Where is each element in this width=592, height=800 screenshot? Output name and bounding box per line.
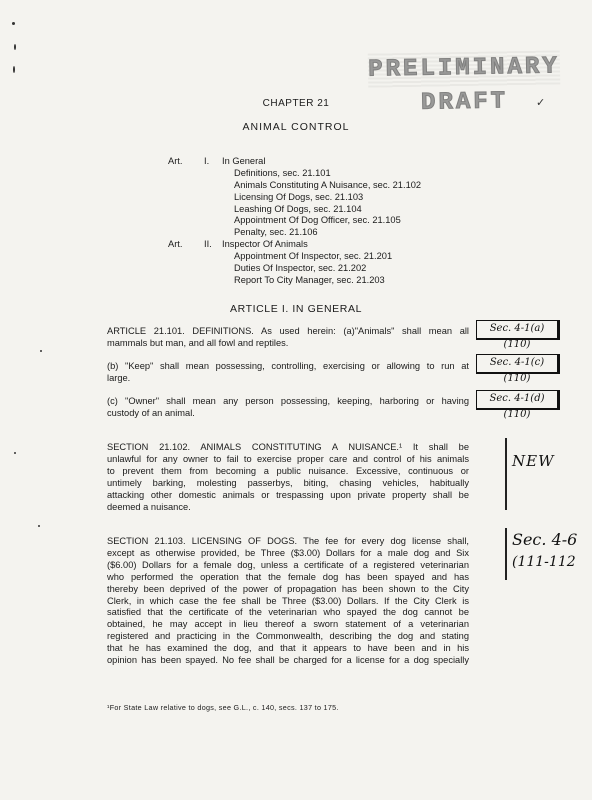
definition-b xyxy=(107,361,469,385)
handwritten-new-note: NEW xyxy=(512,452,555,470)
paragraph-line: registered and practicing in the Commonwealth, describing the dog and stating xyxy=(107,631,469,642)
footnote: ¹For State Law relative to dogs, see G.L., c. 140, secs. 137 to 175. xyxy=(107,703,339,712)
toc-entry-text: Leashing Of Dogs, sec. 21.104 xyxy=(234,203,362,214)
toc-article-row xyxy=(168,239,468,251)
section-21-102 xyxy=(107,442,469,513)
paragraph-line: except as otherwise provided, be Three ($3.00) Dollars for a male dog and Six xyxy=(107,547,469,558)
toc-entry xyxy=(168,168,468,180)
toc-entry-text: Appointment Of Inspector, sec. 21.201 xyxy=(234,251,393,262)
toc-entry-text: Animals Constituting A Nuisance, sec. 21.102 xyxy=(234,179,422,190)
scan-speck xyxy=(14,452,16,454)
paragraph-line: large. xyxy=(107,372,131,383)
toc-entry xyxy=(168,275,468,287)
handwritten-section-ref: Sec. 4-6 xyxy=(512,530,578,549)
toc-entry xyxy=(168,180,468,192)
paragraph-line: untimely barking, molesting passerbys, biting, chasing vehicles, habitually xyxy=(107,477,469,488)
toc-entry-text: Definitions, sec. 21.101 xyxy=(234,167,331,178)
toc-entry xyxy=(168,215,468,227)
paragraph-line: attacking other domestic animals or trespassing upon private property shall be xyxy=(107,489,469,500)
toc-art-label: Art. xyxy=(168,156,183,166)
chapter-title: ANIMAL CONTROL xyxy=(242,121,350,133)
paragraph-line: SECTION 21.102. ANIMALS CONSTITUTING A NUISANCE.¹ It shall be xyxy=(107,442,469,452)
toc-art-heading: Inspector Of Animals xyxy=(222,239,308,250)
handwritten-reference-box: Sec. 4-1(a)(110) xyxy=(476,320,560,340)
toc-art-number: I. xyxy=(204,156,210,166)
paragraph-line: Clerk, in which case the fee shall be Three ($3.00) Dollars. If the City Clerk is xyxy=(107,595,469,606)
toc-entry xyxy=(168,204,468,216)
toc-art-number: II. xyxy=(204,239,212,250)
paragraph-line: to prevent them from becoming a public nuisance. Excessive, continuous or xyxy=(107,465,469,476)
scan-speck xyxy=(38,525,40,527)
toc-article-row xyxy=(168,156,468,168)
paragraph-line: obtained, he may accept in lieu thereof a sworn statement of a veterinarian xyxy=(107,619,469,630)
section-21-101 xyxy=(107,326,469,350)
toc-entry-text: Report To City Manager, sec. 21.203 xyxy=(234,274,385,285)
article-heading: ARTICLE I. IN GENERAL xyxy=(229,303,363,315)
preliminary-draft-stamp: PRELIMINARY DRAFT xyxy=(368,50,561,87)
handwritten-page-ref: (111-112 xyxy=(512,554,576,570)
scan-speck xyxy=(40,350,42,352)
paragraph-line: opinion has been spayed. No fee shall be charged for a license for a dog specially xyxy=(107,655,469,666)
paragraph-line: (c) "Owner" shall mean any person possessing, keeping, harboring or having xyxy=(107,396,469,406)
margin-bracket-line xyxy=(505,438,507,510)
toc-art-label: Art. xyxy=(168,239,183,250)
toc-entry xyxy=(168,263,468,275)
table-of-contents xyxy=(168,156,468,287)
handwritten-reference-box: Sec. 4-1(c)(110) xyxy=(476,354,560,374)
paragraph-line: deemed a nuisance. xyxy=(107,501,191,512)
toc-art-heading: In General xyxy=(222,156,266,166)
paragraph-line: custody of an animal. xyxy=(107,407,195,418)
toc-entry xyxy=(168,251,468,263)
chapter-heading: CHAPTER 21 xyxy=(262,98,330,109)
paragraph-line: mammals but man, and all fowl and reptiles. xyxy=(107,337,289,348)
toc-entry-text: Appointment Of Dog Officer, sec. 21.105 xyxy=(234,215,401,226)
scan-speck xyxy=(13,66,15,73)
toc-entry-text: Licensing Of Dogs, sec. 21.103 xyxy=(234,191,364,202)
paragraph-line: ($6.00) Dollars for a female dog, unless a certificate of a registered veterinarian xyxy=(107,559,469,570)
toc-entry-text: Duties Of Inspector, sec. 21.202 xyxy=(234,263,367,274)
paragraph-line: ARTICLE 21.101. DEFINITIONS. As used herein: (a)"Animals" shall mean all xyxy=(107,326,469,336)
paragraph-line: that he has examined the dog, and that it appears to have been and in his xyxy=(107,643,469,654)
paragraph-line: unlawful for any owner to fail to exercise proper care and control of his animals xyxy=(107,453,469,464)
scan-speck xyxy=(14,44,16,50)
paragraph-line: (b) "Keep" shall mean possessing, controlling, exercising or allowing to run at xyxy=(107,361,469,371)
section-21-103 xyxy=(107,536,469,667)
toc-entry xyxy=(168,192,468,204)
paragraph-line: satisfied that the certificate of the veterinarian who spayed the dog cannot be xyxy=(107,607,469,618)
definition-c xyxy=(107,396,469,420)
check-mark: ✓ xyxy=(536,97,546,109)
paragraph-line: thereby been deprived of the power of propagation has been shown to the City xyxy=(107,583,469,594)
paragraph-line: SECTION 21.103. LICENSING OF DOGS. The fee for every dog license shall, xyxy=(107,536,469,546)
toc-entry xyxy=(168,227,468,239)
toc-entry-text: Penalty, sec. 21.106 xyxy=(234,227,318,238)
scan-speck xyxy=(12,22,15,25)
margin-bracket-line xyxy=(505,528,507,580)
paragraph-line: who performed the operation that the female dog has been spayed and has xyxy=(107,571,469,582)
handwritten-reference-box: Sec. 4-1(d)(110) xyxy=(476,390,560,410)
